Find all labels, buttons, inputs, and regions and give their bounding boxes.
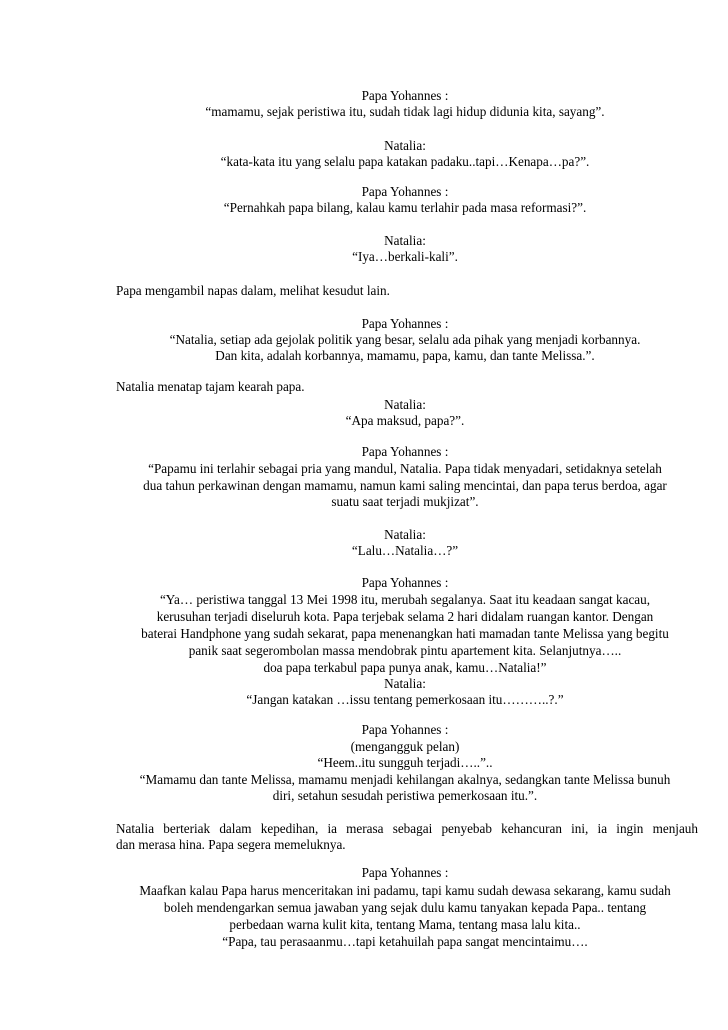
dialogue-line: panik saat segerombolan massa mendobrak pintu apartement kita. Selanjutnya….. [188, 643, 622, 658]
dialogue-line: dua tahun perkawinan dengan mamamu, namun kami saling mencintai, dan papa terus berdoa, agar [143, 478, 667, 493]
dialogue-line: “Apa maksud, papa?”. [345, 413, 465, 428]
narration-line: dan merasa hina. Papa segera memeluknya. [116, 837, 346, 852]
dialogue-line: Dan kita, adalah korbannya, mamamu, papa, kamu, dan tante Melissa.”. [215, 348, 595, 363]
dialogue-line: “Mamamu dan tante Melissa, mamamu menjadi kehilangan akalnya, sedangkan tante Melissa bunuh [139, 772, 671, 787]
speaker-natalia: Natalia: [384, 527, 426, 542]
dialogue-line: “Jangan katakan …issu tentang pemerkosaan itu………..?.” [246, 692, 564, 707]
dialogue-line: diri, setahun sesudah peristiwa pemerkosaan itu.”. [272, 788, 538, 803]
dialogue-line: boleh mendengarkan semua jawaban yang sejak dulu kamu tanyakan kepada Papa.. tentang [163, 900, 647, 915]
dialogue-line: “Natalia, setiap ada gejolak politik yang besar, selalu ada pihak yang menjadi korbannya. [169, 332, 641, 347]
speaker-papa-yohannes: Papa Yohannes : [361, 865, 449, 880]
dialogue-line: Maafkan kalau Papa harus menceritakan ini padamu, tapi kamu sudah dewasa sekarang, kamu sudah [139, 883, 671, 898]
speaker-papa-yohannes: Papa Yohannes : [361, 88, 449, 103]
narration-line: Natalia berteriak dalam kepedihan, ia merasa sebagai penyebab kehancuran ini, ia ingin menjauh [116, 821, 698, 836]
dialogue-line: “Papamu ini terlahir sebagai pria yang mandul, Natalia. Papa tidak menyadari, setidaknya setelah [148, 461, 662, 476]
speaker-papa-yohannes: Papa Yohannes : [361, 575, 449, 590]
speaker-natalia: Natalia: [384, 397, 426, 412]
speaker-natalia: Natalia: [384, 233, 426, 248]
dialogue-line: “Ya… peristiwa tanggal 13 Mei 1998 itu, merubah segalanya. Saat itu keadaan sangat kacau, [159, 592, 651, 607]
narration-line: Papa mengambil napas dalam, melihat kesudut lain. [116, 283, 390, 298]
dialogue-line: suatu saat terjadi mukjizat”. [331, 494, 479, 509]
speaker-papa-yohannes: Papa Yohannes : [361, 722, 449, 737]
dialogue-line: baterai Handphone yang sudah sekarat, papa menenangkan hati mamadan tante Melissa yang begitu [141, 626, 669, 641]
stage-direction: (mengangguk pelan) [350, 739, 460, 754]
narration-line: Natalia menatap tajam kearah papa. [116, 379, 305, 394]
dialogue-line: perbedaan warna kulit kita, tentang Mama, tentang masa lalu kita.. [229, 917, 581, 932]
dialogue-line: kerusuhan terjadi diseluruh kota. Papa terjebak selama 2 hari didalam ruangan kantor. Dengan [156, 609, 654, 624]
speaker-papa-yohannes: Papa Yohannes : [361, 444, 449, 459]
speaker-natalia: Natalia: [384, 138, 426, 153]
dialogue-line: “mamamu, sejak peristiwa itu, sudah tidak lagi hidup didunia kita, sayang”. [205, 104, 605, 119]
speaker-natalia: Natalia: [384, 676, 426, 691]
dialogue-line: “Lalu…Natalia…?” [351, 543, 459, 558]
dialogue-line: “Iya…berkali-kali”. [352, 249, 458, 264]
dialogue-line: “Pernahkah papa bilang, kalau kamu terlahir pada masa reformasi?”. [223, 200, 587, 215]
speaker-papa-yohannes: Papa Yohannes : [361, 316, 449, 331]
dialogue-line: “Papa, tau perasaanmu…tapi ketahuilah papa sangat mencintaimu…. [222, 934, 588, 949]
dialogue-line: “kata-kata itu yang selalu papa katakan padaku..tapi…Kenapa…pa?”. [220, 154, 590, 169]
dialogue-line: doa papa terkabul papa punya anak, kamu…Natalia!” [263, 660, 547, 675]
speaker-papa-yohannes: Papa Yohannes : [361, 184, 449, 199]
dialogue-line: “Heem..itu sungguh terjadi…..”.. [317, 755, 493, 770]
